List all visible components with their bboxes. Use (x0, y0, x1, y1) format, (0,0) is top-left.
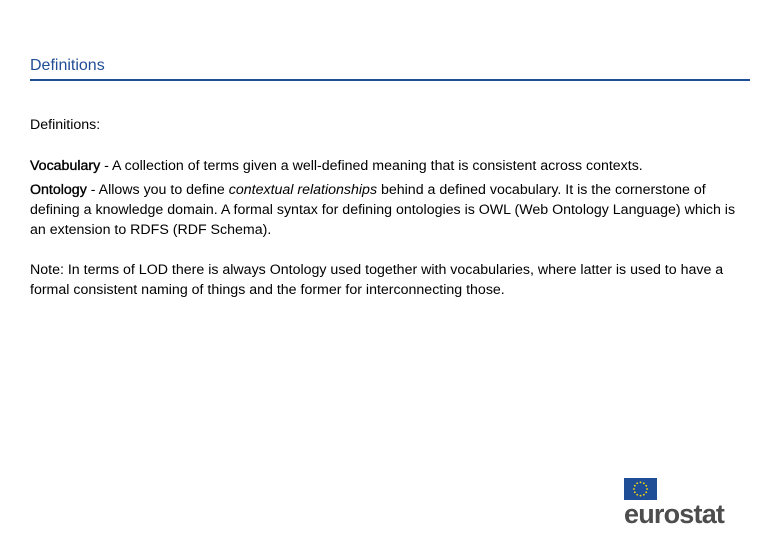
flag-star (645, 485, 647, 487)
definitions-content (30, 115, 748, 300)
ontology-definition (30, 180, 748, 240)
flag-star (634, 485, 636, 487)
vocabulary-definition (30, 156, 748, 176)
vocabulary-separator: - (100, 158, 113, 174)
logo-wordmark: eurostat (624, 499, 725, 529)
intro-text: Definitions: (30, 117, 101, 133)
eu-flag-icon (624, 478, 657, 500)
ontology-text-before: Allows you to define (98, 182, 229, 198)
vocabulary-text: A collection of terms given a well-defined meaning that is consistent across contexts. (112, 158, 643, 174)
flag-star (643, 482, 645, 484)
ontology-emphasis: contextual relationships (228, 182, 378, 198)
flag-star (640, 495, 642, 497)
ontology-term: Ontology (30, 182, 87, 198)
eurostat-logo (624, 478, 744, 528)
flag-star (640, 482, 642, 484)
flag-star (634, 491, 636, 493)
flag-star (643, 494, 645, 496)
ontology-text-after: behind a defined vocabulary. It is the cornerstone of defining a knowledge domain. A formal syntax for defining ontologies is OWL (Web Ontology Language) which is an extension to RDFS (RDF Schema). (30, 182, 736, 238)
flag-star (636, 494, 638, 496)
note-text: Note: In terms of LOD there is always Ontology used together with vocabularies, where latter is used to have a formal consistent naming of things and the former for interconnecting those. (30, 262, 724, 298)
vocabulary-term: Vocabulary (30, 158, 101, 174)
page-title: Definitions (30, 57, 105, 74)
title-divider (30, 79, 750, 81)
flag-star (645, 491, 647, 493)
flag-star (636, 482, 638, 484)
flag-star (646, 488, 648, 490)
flag-star (633, 488, 635, 490)
ontology-separator: - (86, 182, 99, 198)
